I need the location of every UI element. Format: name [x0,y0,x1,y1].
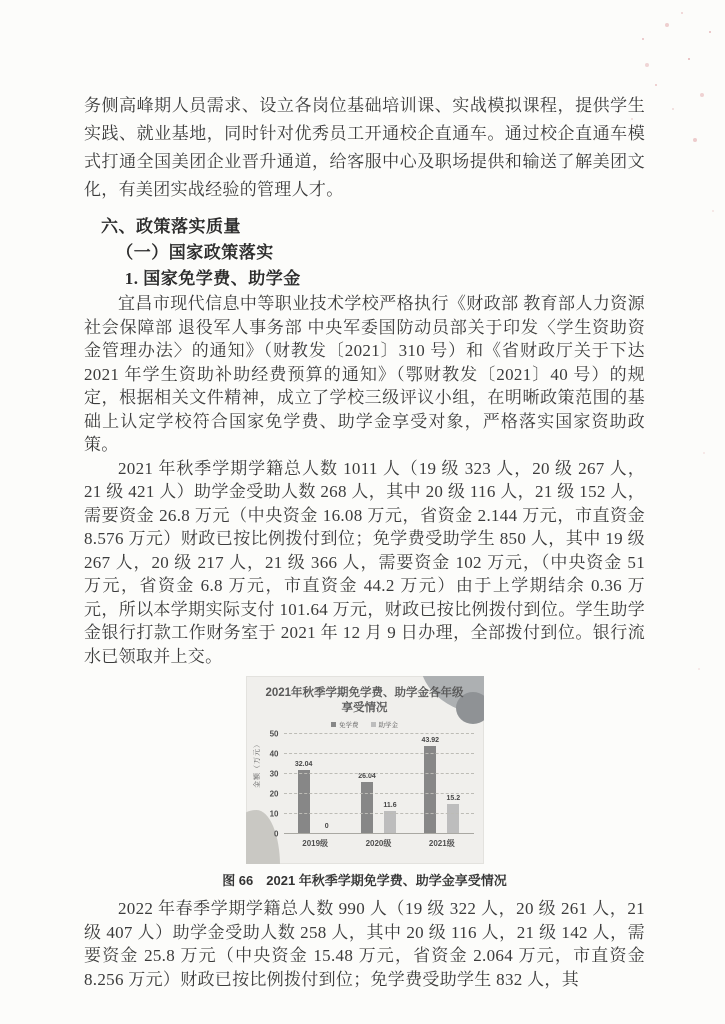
legend-swatch-免学费 [331,722,336,727]
bar-wrap-助学金-2020级 [384,734,396,834]
paragraph-continuation: 务侧高峰期人员需求、设立各岗位基础培训课、实战模拟课程，提供学生实践、就业基地，同时针对优秀员工开通校企直通车。通过校企直通车模式打通全国美团企业晋升通道，给客服中心及职场提供和输送了解美团文化，有美团实战经验的管理人才。 [84,96,645,199]
subsection-heading: （一）国家政策落实 [116,243,274,262]
embedded-bar-chart [246,676,484,864]
chart-gridline-50 [284,733,474,734]
chart-gridline-40 [284,753,474,754]
legend-label-免学费: 免学费 [339,722,359,729]
legend-label-助学金: 助学金 [378,722,398,729]
bar-value-助学金-2020级: 11.6 [383,801,397,809]
bar-助学金-2021级 [447,804,459,834]
paragraph-autumn-2021: 2021 年秋季学期学籍总人数 1011 人（19 级 323 人，20 级 267 人，21 级 421 人）助学金受助人数 268 人，其中 20 级 116 人，21 级 152 人，需要资金 26.8 万元（中央资金 16.08 万元，省资金 2.144 万元，市直资金 8.576 万元）财政已按比例拨付到位；免学费受助学生 850 人，其中 19 级 267 人，20 级 217 人，21 级 366 人，需要资金 102 万元，（中央资金 51 万元，省资金 6.8 万元，市直资金 44.2 万元）由于上学期结余 0.36 万元，所以本学期实际支付 101.64 万元，财政已按比例拨付到位。学生助学金银行打款工作财务室于 2021 年 12 月 9 日办理，全部拨付到位。银行流水已领取并上交。 [84,458,645,666]
page-content [84,92,645,991]
bar-wrap-助学金-2021级 [447,734,459,834]
chart-gridline-20 [284,793,474,794]
bar-wrap-免学费-2019级 [294,734,313,834]
legend-item-助学金 [371,720,399,729]
section-heading: 六、政策落实质量 [101,217,241,236]
chart-y-axis-label: 金额（万元） [253,740,261,788]
bar-value-免学费-2020级: 26.04 [358,772,376,780]
chart-ytick-10: 10 [269,809,279,819]
chart-legend [246,720,484,729]
bar-value-助学金-2019级: 0 [324,823,329,830]
legend-item-免学费 [331,720,359,729]
chart-bars-2020级 [358,734,397,834]
paragraph-spring-2022: 2022 年春季学期学籍总人数 990 人（19 级 322 人，20 级 261 人，21 级 407 人）助学金受助人数 258 人，其中 20 级 116 人，21 级 142 人，需要资金 25.8 万元（中央资金 15.48 万元，省资金 2.064 万元，市直资金 8.256 万元）财政已按比例拨付到位；免学费受助学生 832 人，其 [84,899,645,989]
bar-wrap-免学费-2020级 [358,734,376,834]
bar-助学金-2020级 [384,811,396,834]
chart-ytick-0: 0 [274,829,279,839]
bar-wrap-助学金-2019级 [321,734,333,834]
bar-value-助学金-2021级: 15.2 [446,794,461,802]
paragraph-policy: 宜昌市现代信息中等职业技术学校严格执行《财政部 教育部人力资源社会保障部 退役军人事务部 中央军委国防动员部关于印发〈学生资助资金管理办法〉的通知》（财教发〔2021〕310 号）和《省财政厅关于下达 2021 年学生资助补助经费预算的通知》（鄂财教发〔2021〕40 号）的规定，根据相关文件精神，成立了学校三级评议小组，在明晰政策范围的基础上认定学校符合国家免学费、助学金享受对象，严格落实国家资助政策。 [84,294,645,454]
figure-caption: 图 66 2021 年秋季学期免学费、助学金享受情况 [222,873,507,888]
bar-免学费-2020级 [361,782,373,834]
chart-xtick-2019级: 2019级 [302,839,329,848]
bar-value-免学费-2021级: 43.92 [421,737,440,745]
chart-bars-2019级 [294,734,333,834]
chart-plot-area [269,729,474,851]
chart-gridline-30 [284,773,474,774]
chart-ytick-50: 50 [269,729,279,739]
chart-ytick-30: 30 [269,769,279,779]
legend-swatch-助学金 [371,722,376,727]
chart-title: 2021年秋季学期免学费、助学金各年级享受情况 [265,687,464,714]
bar-wrap-免学费-2021级 [421,734,440,834]
bar-value-免学费-2019级: 32.04 [294,760,313,768]
red-stamp-speckles [0,0,2,2]
bar-免学费-2021级 [424,746,436,834]
chart-gridline-0 [284,833,474,834]
item-heading: 1. 国家免学费、助学金 [124,269,301,288]
bar-免学费-2019级 [298,770,310,834]
chart-bars-2021级 [421,734,461,834]
chart-xtick-2020级: 2020级 [365,839,392,848]
chart-ytick-40: 40 [269,749,279,759]
chart-gridline-10 [284,813,474,814]
chart-ytick-20: 20 [269,789,279,799]
chart-xtick-2021级: 2021级 [428,839,455,848]
